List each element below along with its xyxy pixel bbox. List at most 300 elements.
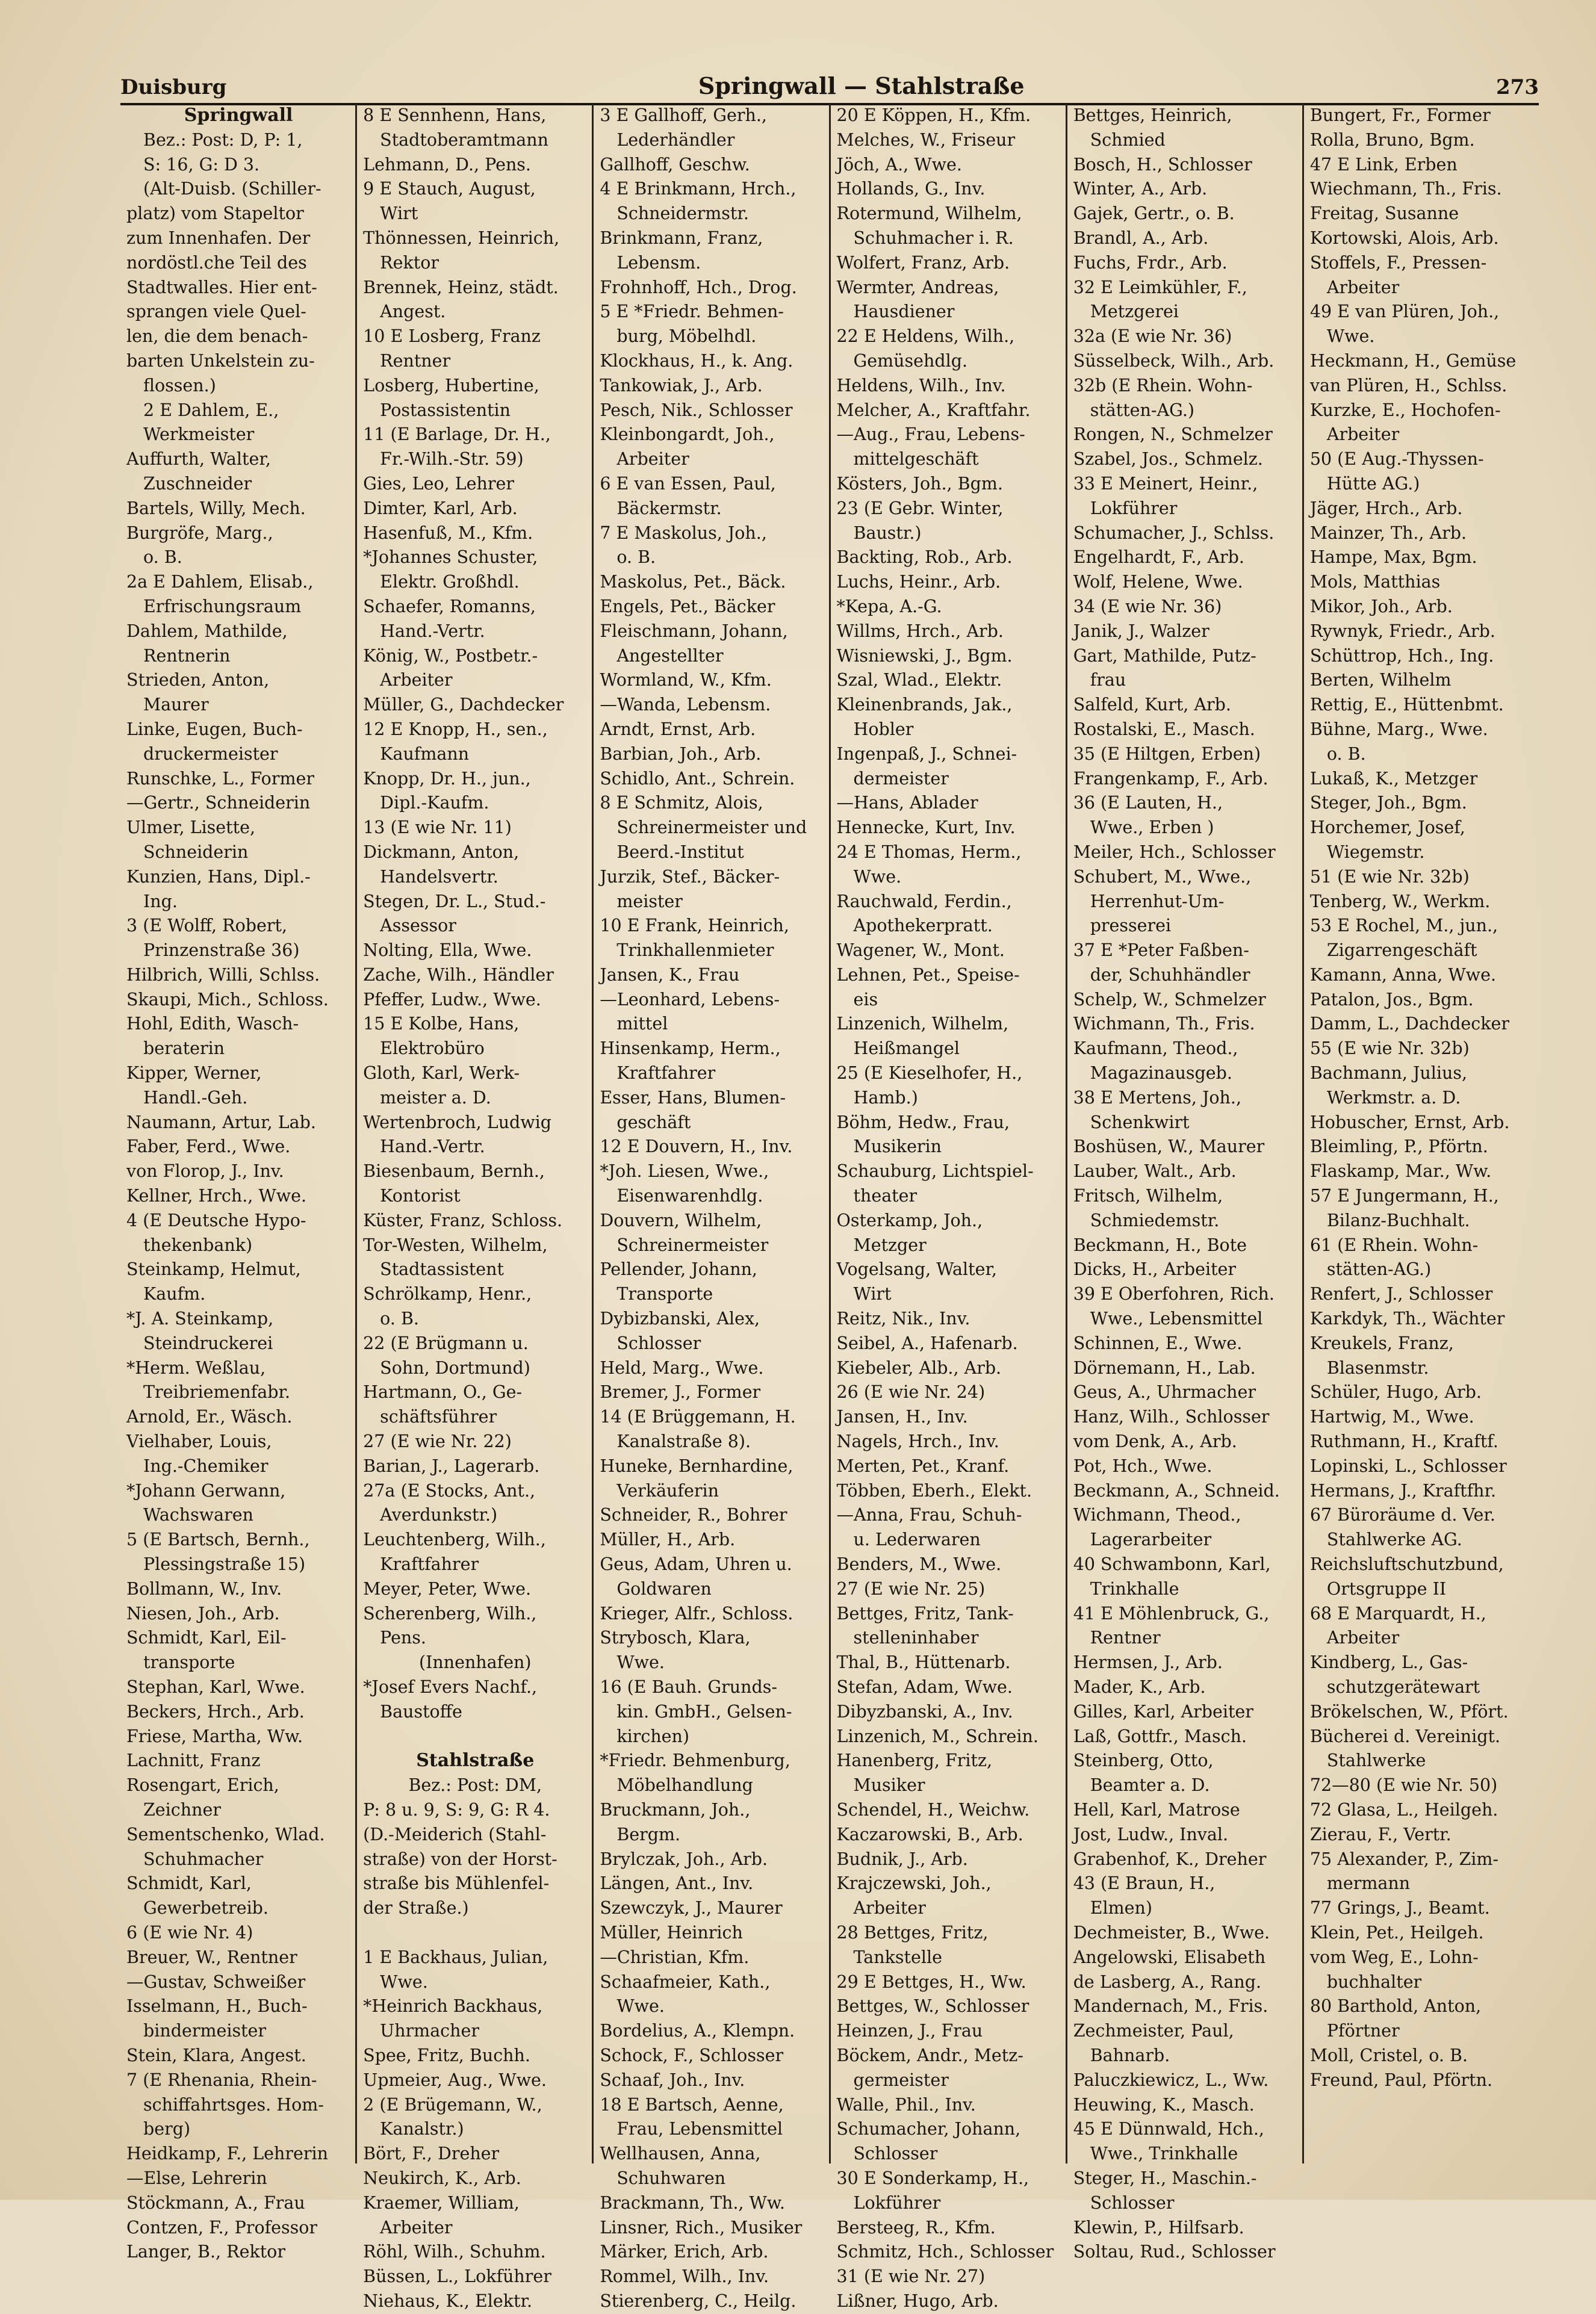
directory-entry-line: Klein, Pet., Heilgeh. bbox=[1309, 1922, 1484, 1943]
directory-entry-line: Berten, Wilhelm bbox=[1309, 670, 1452, 690]
directory-entry-line: Angestellter bbox=[616, 645, 724, 666]
directory-entry-line: Gemüsehdlg. bbox=[853, 350, 968, 371]
directory-entry-line: Angest. bbox=[380, 302, 446, 322]
directory-entry-line: Hobler bbox=[853, 719, 914, 739]
directory-entry-line: Strybosch, Klara, bbox=[600, 1628, 751, 1648]
directory-entry-line: Angelowski, Elisabeth bbox=[1073, 1947, 1266, 1967]
directory-entry-line: Wagener, W., Mont. bbox=[836, 940, 1005, 961]
directory-entry-line: Wertenbroch, Ludwig bbox=[363, 1112, 552, 1132]
directory-entry-line: Postassistentin bbox=[380, 400, 511, 420]
directory-entry-line: 55 (E wie Nr. 32b) bbox=[1309, 1038, 1470, 1059]
directory-entry-line: 27a (E Stocks, Ant., bbox=[363, 1480, 536, 1501]
directory-entry-line: Rongen, N., Schmelzer bbox=[1073, 424, 1273, 445]
directory-entry-line: Schaaf, Joh., Inv. bbox=[600, 2070, 745, 2090]
directory-entry-line: Kamann, Anna, Wwe. bbox=[1309, 964, 1497, 985]
directory-entry-line: Dicks, H., Arbeiter bbox=[1073, 1259, 1237, 1280]
directory-entry-line: Niesen, Joh., Arb. bbox=[126, 1603, 280, 1624]
directory-entry-line: 33 E Meinert, Heinr., bbox=[1073, 473, 1258, 494]
directory-entry-line: beraterin bbox=[143, 1038, 225, 1059]
directory-entry-line: Prinzenstraße 36) bbox=[143, 940, 300, 961]
directory-entry-line: Skaupi, Mich., Schloss. bbox=[126, 989, 329, 1010]
directory-entry-line: 53 E Rochel, M., jun., bbox=[1309, 916, 1498, 936]
directory-entry-line: Bahnarb. bbox=[1090, 2045, 1170, 2065]
directory-entry-line: 34 (E wie Nr. 36) bbox=[1073, 596, 1222, 616]
directory-entry-line: Süsselbeck, Wilh., Arb. bbox=[1073, 350, 1275, 371]
directory-entry-line: Schneiderin bbox=[143, 842, 249, 862]
directory-entry-line: Janik, J., Walzer bbox=[1073, 621, 1209, 641]
directory-entry-line: Bergm. bbox=[616, 1824, 681, 1844]
directory-entry-line bbox=[363, 1921, 587, 1946]
directory-entry-line: Hartmann, O., Ge- bbox=[363, 1382, 523, 1403]
directory-entry-line: Vielhaber, Louis, bbox=[126, 1432, 272, 1452]
directory-entry-line: Linke, Eugen, Buch- bbox=[126, 719, 303, 739]
directory-entry-line: der, Schuhhändler bbox=[1090, 964, 1250, 985]
directory-entry-line: Tenberg, W., Werkm. bbox=[1309, 891, 1491, 911]
directory-entry-line: Heidkamp, F., Lehrerin bbox=[126, 2144, 328, 2164]
directory-entry-line: Niehaus, K., Elektr. bbox=[363, 2291, 533, 2311]
directory-entry-line: Geus, Adam, Uhren u. bbox=[600, 1554, 792, 1575]
directory-entry-line: Jansen, K., Frau bbox=[600, 964, 740, 985]
directory-entry-line: Knopp, Dr. H., jun., bbox=[363, 768, 531, 789]
directory-entry-line: eis bbox=[853, 989, 878, 1010]
directory-entry-line: Wirt bbox=[853, 1284, 892, 1304]
directory-entry-line: Sohn, Dortmund) bbox=[380, 1357, 530, 1378]
directory-entry-line: Kraftfahrer bbox=[380, 1554, 479, 1575]
directory-entry-line: o. B. bbox=[380, 1309, 419, 1329]
directory-entry-line: Thönnessen, Heinrich, bbox=[363, 228, 560, 248]
directory-entry-line: Werkmstr. a. D. bbox=[1326, 1087, 1461, 1108]
directory-entry-line: 77 Grings, J., Beamt. bbox=[1309, 1898, 1490, 1919]
directory-entry-line: Heckmann, H., Gemüse bbox=[1309, 350, 1517, 371]
directory-entry-line: Bettges, W., Schlosser bbox=[836, 1996, 1029, 2017]
directory-entry-line: 35 (E Hiltgen, Erben) bbox=[1073, 743, 1261, 764]
directory-entry-line: Kontorist bbox=[380, 1186, 461, 1206]
directory-entry-line: Lauber, Walt., Arb. bbox=[1073, 1161, 1237, 1182]
directory-entry-line: 11 (E Barlage, Dr. H., bbox=[363, 424, 551, 445]
directory-entry-line: Zechmeister, Paul, bbox=[1073, 2021, 1234, 2041]
directory-entry-line: 10 E Frank, Heinrich, bbox=[600, 916, 789, 936]
directory-entry-line: Brandl, A., Arb. bbox=[1073, 228, 1209, 248]
directory-entry-line: Bosch, H., Schlosser bbox=[1073, 154, 1252, 175]
directory-entry-line: *Johann Gerwann, bbox=[126, 1480, 286, 1501]
directory-entry-line: bindermeister bbox=[143, 2021, 267, 2041]
directory-entry-line: 50 (E Aug.-Thyssen- bbox=[1309, 449, 1484, 470]
page-header bbox=[120, 63, 1539, 105]
directory-entry-line: Zigarrengeschäft bbox=[1326, 940, 1477, 961]
directory-entry-line: Schubert, M., Wwe., bbox=[1073, 866, 1252, 887]
directory-entry-line: Arbeiter bbox=[1326, 1628, 1400, 1648]
directory-entry-line: Wwe., Lebensmittel bbox=[1090, 1309, 1263, 1329]
directory-entry-line: Stephan, Karl, Wwe. bbox=[126, 1677, 305, 1697]
directory-entry-line: Müller, Heinrich bbox=[600, 1922, 743, 1943]
directory-entry-line: platz) vom Stapeltor bbox=[126, 203, 304, 224]
directory-entry-line: 36 (E Lauten, H., bbox=[1073, 793, 1223, 813]
directory-entry-line: Hampe, Max, Bgm. bbox=[1309, 547, 1477, 568]
directory-entry-line: Elektr. Großhdl. bbox=[380, 572, 520, 592]
directory-entry-line: 75 Alexander, P., Zim- bbox=[1309, 1849, 1499, 1869]
page-number: 273 bbox=[1496, 75, 1539, 99]
directory-entry-line: Schrölkamp, Henr., bbox=[363, 1284, 532, 1304]
directory-entry-line: Zierau, F., Vertr. bbox=[1309, 1824, 1452, 1844]
directory-entry-line: Rosengart, Erich, bbox=[126, 1775, 279, 1796]
directory-entry-line: Kleinbongardt, Joh., bbox=[600, 424, 775, 445]
directory-entry-line: Schlosser bbox=[616, 1333, 701, 1353]
directory-entry-line: Mandernach, M., Fris. bbox=[1073, 1996, 1268, 2017]
directory-entry-line: Grabenhof, K., Dreher bbox=[1073, 1849, 1267, 1869]
directory-entry-line: 28 Bettges, Fritz, bbox=[836, 1922, 989, 1943]
directory-entry-line: 5 (E Bartsch, Bernh., bbox=[126, 1530, 310, 1550]
directory-entry-line: *Herm. Weßlau, bbox=[126, 1357, 266, 1378]
directory-entry-line: Gallhoff, Geschw. bbox=[600, 154, 750, 175]
directory-entry-line: Heldens, Wilh., Inv. bbox=[836, 375, 1006, 395]
directory-entry-line: Ulmer, Lisette, bbox=[126, 817, 256, 838]
directory-entry-line: 22 E Heldens, Wilh., bbox=[836, 326, 1015, 347]
directory-entry-line: Gart, Mathilde, Putz- bbox=[1073, 645, 1256, 666]
directory-entry-line: Vogelsang, Walter, bbox=[836, 1259, 997, 1280]
directory-entry-line: 12 E Knopp, H., sen., bbox=[363, 719, 548, 739]
directory-entry-line: Handl.-Geh. bbox=[143, 1087, 248, 1108]
directory-entry-line: Ruthmann, H., Kraftf. bbox=[1309, 1432, 1498, 1452]
directory-entry-line: 12 E Douvern, H., Inv. bbox=[600, 1137, 793, 1157]
directory-entry-line: Karkdyk, Th., Wächter bbox=[1309, 1309, 1505, 1329]
directory-entry-line: Arbeiter bbox=[1326, 424, 1400, 445]
directory-entry-line: 32b (E Rhein. Wohn- bbox=[1073, 375, 1253, 395]
directory-entry-line: 10 E Losberg, Franz bbox=[363, 326, 541, 347]
directory-entry-line: 31 (E wie Nr. 27) bbox=[836, 2266, 986, 2287]
directory-entry-line: Gewerbetreib. bbox=[143, 1898, 269, 1919]
directory-entry-line: mermann bbox=[1326, 1873, 1411, 1894]
directory-entry-line: sprangen viele Quel- bbox=[126, 302, 306, 322]
directory-entry-line: Paluczkiewicz, L., Ww. bbox=[1073, 2070, 1269, 2090]
directory-column-4 bbox=[831, 104, 1067, 2311]
directory-entry-line: Nagels, Hrch., Inv. bbox=[836, 1432, 999, 1452]
directory-entry-line: Kraemer, William, bbox=[363, 2192, 520, 2213]
directory-entry-line: Mols, Matthias bbox=[1309, 572, 1441, 592]
directory-entry-line: frau bbox=[1090, 670, 1126, 690]
directory-entry-line: Pesch, Nik., Schlosser bbox=[600, 400, 793, 420]
directory-entry-line: Mainzer, Th., Arb. bbox=[1309, 523, 1467, 543]
directory-entry-line: 30 E Sonderkamp, H., bbox=[836, 2168, 1029, 2188]
directory-entry-line: Müller, H., Arb. bbox=[600, 1530, 736, 1550]
directory-entry-line: Steger, H., Maschin.- bbox=[1073, 2168, 1257, 2188]
directory-entry-line: —Gustav, Schweißer bbox=[126, 1971, 306, 1992]
directory-entry-line: Contzen, F., Professor bbox=[126, 2217, 318, 2238]
directory-entry-line: vom Denk, A., Arb. bbox=[1073, 1432, 1237, 1452]
directory-entry-line: Breuer, W., Rentner bbox=[126, 1947, 297, 1967]
directory-entry-line: Geus, A., Uhrmacher bbox=[1073, 1382, 1256, 1403]
directory-entry-line: Willms, Hrch., Arb. bbox=[836, 621, 1004, 641]
directory-entry-line: Arbeiter bbox=[380, 670, 453, 690]
directory-entry-line: Hausdiener bbox=[853, 302, 955, 322]
directory-entry-line: Rektor bbox=[380, 252, 439, 273]
directory-entry-line: Schelp, W., Schmelzer bbox=[1073, 989, 1266, 1010]
directory-entry-line: Brökelschen, W., Pfört. bbox=[1309, 1701, 1509, 1722]
directory-entry-line: Engels, Pet., Bäcker bbox=[600, 596, 775, 616]
directory-entry-line: S: 16, G: D 3. bbox=[143, 154, 260, 175]
directory-entry-line: Bühne, Marg., Wwe. bbox=[1309, 719, 1488, 739]
directory-entry-line: Werkmeister bbox=[143, 424, 255, 445]
directory-entry-line: Baustoffe bbox=[380, 1701, 462, 1722]
directory-entry-line: Märker, Erich, Arb. bbox=[600, 2242, 769, 2262]
directory-entry-line: P: 8 u. 9, S: 9, G: R 4. bbox=[363, 1799, 550, 1820]
directory-entry-line: 32a (E wie Nr. 36) bbox=[1073, 326, 1232, 347]
directory-entry-line: Hanz, Wilh., Schlosser bbox=[1073, 1407, 1270, 1427]
directory-entry-line: Langer, B., Rektor bbox=[126, 2242, 285, 2262]
directory-entry-line: Schumacher, J., Schlss. bbox=[1073, 523, 1275, 543]
directory-entry-line: Elektrobüro bbox=[380, 1038, 485, 1059]
directory-entry-line: Hamb.) bbox=[853, 1087, 918, 1108]
directory-entry-line: 67 Büroräume d. Ver. bbox=[1309, 1505, 1495, 1525]
directory-entry-line: Schock, F., Schlosser bbox=[600, 2045, 784, 2065]
directory-entry-line: Nolting, Ella, Wwe. bbox=[363, 940, 532, 961]
directory-entry-line: Schreinermeister bbox=[616, 1235, 769, 1255]
directory-entry-line: Möbelhandlung bbox=[616, 1775, 753, 1796]
directory-entry-line: Held, Marg., Wwe. bbox=[600, 1357, 764, 1378]
directory-entry-line: 8 E Schmitz, Alois, bbox=[600, 793, 763, 813]
directory-entry-line: Beerd.-Institut bbox=[616, 842, 744, 862]
directory-entry-line: —Anna, Frau, Schuh- bbox=[836, 1505, 1022, 1525]
directory-entry-line: 4 (E Deutsche Hypo- bbox=[126, 1210, 306, 1230]
directory-entry-line: Handelsvertr. bbox=[380, 866, 498, 887]
directory-entry-line: Jurzik, Stef., Bäcker- bbox=[600, 866, 780, 887]
directory-entry-line: Schuhmacher bbox=[143, 1849, 264, 1869]
directory-entry-line: Spee, Fritz, Buchh. bbox=[363, 2045, 530, 2065]
directory-column-1 bbox=[120, 104, 357, 2262]
directory-entry-line: Schaefer, Romanns, bbox=[363, 596, 536, 616]
directory-entry-line: Zache, Wilh., Händler bbox=[363, 964, 554, 985]
directory-entry-line: Stegen, Dr. L., Stud.- bbox=[363, 891, 546, 911]
directory-entry-line: Kraftfahrer bbox=[616, 1063, 716, 1084]
directory-entry-line: 2a E Dahlem, Elisab., bbox=[126, 572, 314, 592]
directory-entry-line: Schidlo, Ant., Schrein. bbox=[600, 768, 795, 789]
directory-entry-line: burg, Möbelhdl. bbox=[616, 326, 757, 347]
directory-entry-line: 45 E Dünnwald, Hch., bbox=[1073, 2119, 1264, 2139]
directory-entry-line: Krieger, Alfr., Schloss. bbox=[600, 1603, 793, 1624]
directory-entry-line: Seibel, A., Hafenarb. bbox=[836, 1333, 1018, 1353]
directory-entry-line: Klockhaus, H., k. Ang. bbox=[600, 350, 793, 371]
directory-entry-line: Wisniewski, J., Bgm. bbox=[836, 645, 1013, 666]
directory-entry-line: schäftsführer bbox=[380, 1407, 497, 1427]
directory-entry-line: Herrenhut-Um- bbox=[1090, 891, 1225, 911]
directory-entry-line: Lopinski, L., Schlosser bbox=[1309, 1456, 1507, 1476]
directory-entry-line: Wachswaren bbox=[143, 1505, 253, 1525]
directory-column-5 bbox=[1067, 104, 1304, 2262]
directory-entry-line: germeister bbox=[853, 2070, 949, 2090]
directory-entry-line: Pens. bbox=[380, 1628, 426, 1648]
directory-entry-line: flossen.) bbox=[143, 375, 216, 395]
directory-entry-line: Hanenberg, Fritz, bbox=[836, 1751, 993, 1771]
directory-entry-line: Metzger bbox=[853, 1235, 927, 1255]
directory-entry-line: Freund, Paul, Pförtn. bbox=[1309, 2070, 1493, 2090]
directory-entry-line: Kindberg, L., Gas- bbox=[1309, 1652, 1468, 1673]
directory-entry-line: Schenkwirt bbox=[1090, 1112, 1190, 1132]
directory-entry-line: von Florop, J., Inv. bbox=[126, 1161, 284, 1182]
directory-entry-line: Bungert, Fr., Former bbox=[1309, 105, 1491, 125]
directory-entry-line: Küster, Franz, Schloss. bbox=[363, 1210, 563, 1230]
directory-entry-line: Reitz, Nik., Inv. bbox=[836, 1309, 970, 1329]
directory-entry-line: Dimter, Karl, Arb. bbox=[363, 498, 518, 518]
directory-entry-line: Freitag, Susanne bbox=[1309, 203, 1459, 224]
directory-entry-line: Benders, M., Wwe. bbox=[836, 1554, 1002, 1575]
directory-entry-line: (Innenhafen) bbox=[418, 1652, 532, 1673]
directory-entry-line: Wiegemstr. bbox=[1326, 842, 1425, 862]
directory-entry-line: Beckers, Hrch., Arb. bbox=[126, 1701, 305, 1722]
directory-entry-line: Rotermund, Wilhelm, bbox=[836, 203, 1022, 224]
directory-entry-line: *Josef Evers Nachf., bbox=[363, 1677, 538, 1697]
directory-entry-line: Upmeier, Aug., Wwe. bbox=[363, 2070, 547, 2090]
directory-entry-line: 39 E Oberfohren, Rich. bbox=[1073, 1284, 1275, 1304]
directory-entry-line: 8 E Sennhenn, Hans, bbox=[363, 105, 547, 125]
directory-entry-line: Walle, Phil., Inv. bbox=[836, 2094, 976, 2115]
directory-entry-line: 13 (E wie Nr. 11) bbox=[363, 817, 512, 838]
directory-entry-line: Musiker bbox=[853, 1775, 925, 1796]
directory-entry-line: *J. A. Steinkamp, bbox=[126, 1309, 274, 1329]
directory-entry-line: 47 E Link, Erben bbox=[1309, 154, 1458, 175]
directory-entry-line: Linzenich, Wilhelm, bbox=[836, 1014, 1009, 1034]
directory-entry-line: Uhrmacher bbox=[380, 2021, 479, 2041]
header-streets: Springwall — Stahlstraße bbox=[698, 72, 1025, 99]
directory-entry-line: Ing. bbox=[143, 891, 178, 911]
directory-entry-line: Losberg, Hubertine, bbox=[363, 375, 539, 395]
directory-entry-line: Verkäuferin bbox=[616, 1480, 719, 1501]
directory-entry-line: Jäger, Hrch., Arb. bbox=[1309, 498, 1463, 518]
directory-entry-line: Stöckmann, A., Frau bbox=[126, 2192, 305, 2213]
directory-entry-line: Wwe. bbox=[616, 1996, 665, 2017]
directory-entry-line: Stahlwerke AG. bbox=[1326, 1530, 1462, 1550]
directory-entry-line: 40 Schwambonn, Karl, bbox=[1073, 1554, 1271, 1575]
directory-entry-line: Bartels, Willy, Mech. bbox=[126, 498, 306, 518]
directory-entry-line: Arndt, Ernst, Arb. bbox=[600, 719, 756, 739]
directory-entry-line: Schüttrop, Hch., Ing. bbox=[1309, 645, 1494, 666]
directory-entry-line: 49 E van Plüren, Joh., bbox=[1309, 302, 1500, 322]
directory-entry-line: Laß, Gottfr., Masch. bbox=[1073, 1726, 1247, 1746]
directory-entry-line: Kunzien, Hans, Dipl.- bbox=[126, 866, 311, 887]
directory-entry-line: Friese, Martha, Ww. bbox=[126, 1726, 303, 1746]
directory-entry-line: Stein, Klara, Angest. bbox=[126, 2045, 306, 2065]
directory-entry-line: 4 E Brinkmann, Hrch., bbox=[600, 179, 796, 199]
directory-entry-line: Goldwaren bbox=[616, 1578, 712, 1599]
directory-entry-line: Wwe. bbox=[380, 1971, 428, 1992]
directory-entry-line: Wermter, Andreas, bbox=[836, 277, 999, 297]
directory-entry-line: 37 E *Peter Faßben- bbox=[1073, 940, 1249, 961]
header-city: Duisburg bbox=[120, 75, 227, 99]
directory-entry-line: Strieden, Anton, bbox=[126, 670, 270, 690]
directory-entry-line: o. B. bbox=[143, 547, 182, 568]
directory-entry-line: —Wanda, Lebensm. bbox=[600, 695, 771, 715]
directory-entry-line: *Joh. Liesen, Wwe., bbox=[600, 1161, 769, 1182]
directory-entry-line: Metzgerei bbox=[1090, 302, 1179, 322]
directory-entry-line: Dickmann, Anton, bbox=[363, 842, 520, 862]
directory-entry-line: Schmidt, Karl, Eil- bbox=[126, 1628, 287, 1648]
directory-entry-line: Steindruckerei bbox=[143, 1333, 273, 1353]
directory-entry-line: Szal, Wlad., Elektr. bbox=[836, 670, 1002, 690]
street-heading: Springwall bbox=[184, 105, 293, 126]
directory-entry-line: Rettig, E., Hüttenbmt. bbox=[1309, 695, 1504, 715]
directory-entry-line: Bollmann, W., Inv. bbox=[126, 1578, 282, 1599]
directory-entry-line: Krajczewski, Joh., bbox=[836, 1873, 992, 1894]
directory-entry-line: Stadtassistent bbox=[380, 1259, 504, 1280]
directory-entry-line: 23 (E Gebr. Winter, bbox=[836, 498, 1004, 518]
directory-entry-line: Heinzen, J., Frau bbox=[836, 2021, 983, 2041]
directory-entry-line: Dybizbanski, Alex, bbox=[600, 1309, 760, 1329]
directory-entry-line: Ing.-Chemiker bbox=[143, 1456, 269, 1476]
directory-entry-line: Brennek, Heinz, städt. bbox=[363, 277, 559, 297]
directory-entry-line: Engelhardt, F., Arb. bbox=[1073, 547, 1244, 568]
directory-entry-line: Hartwig, M., Wwe. bbox=[1309, 1407, 1474, 1427]
directory-entry-line: meister a. D. bbox=[380, 1087, 491, 1108]
directory-entry-line: 22 (E Brügmann u. bbox=[363, 1333, 529, 1353]
directory-entry-line: Hermans, J., Kraftfhr. bbox=[1309, 1480, 1497, 1501]
directory-entry-line: dermeister bbox=[853, 768, 949, 789]
directory-entry-line: Sementschenko, Wlad. bbox=[126, 1824, 325, 1844]
directory-entry-line: Wormland, W., Kfm. bbox=[600, 670, 772, 690]
directory-entry-line: geschäft bbox=[616, 1112, 691, 1132]
directory-entry-line: Bettges, Heinrich, bbox=[1073, 105, 1232, 125]
directory-entry-line: 38 E Mertens, Joh., bbox=[1073, 1087, 1242, 1108]
directory-entry-line: Kanalstraße 8). bbox=[616, 1432, 751, 1452]
directory-entry-line: Hand.-Vertr. bbox=[380, 1137, 485, 1157]
directory-entry-line: Bachmann, Julius, bbox=[1309, 1063, 1468, 1084]
directory-entry-line: Lagerarbeiter bbox=[1090, 1530, 1212, 1550]
directory-entry-line: Jost, Ludw., Inval. bbox=[1073, 1824, 1229, 1844]
directory-entry-line: Hobuscher, Ernst, Arb. bbox=[1309, 1112, 1510, 1132]
directory-entry-line: Schendel, H., Weichw. bbox=[836, 1799, 1030, 1820]
directory-entry-line: presserei bbox=[1090, 916, 1172, 936]
directory-entry-line: Tankowiak, J., Arb. bbox=[600, 375, 763, 395]
directory-entry-line: kirchen) bbox=[616, 1726, 690, 1746]
directory-entry-line: Bez.: Post: D, P: 1, bbox=[143, 129, 303, 150]
directory-entry-line: Beamter a. D. bbox=[1090, 1775, 1210, 1796]
directory-entry-line: Bordelius, A., Klempn. bbox=[600, 2021, 795, 2041]
directory-entry-line: Wwe., Trinkhalle bbox=[1090, 2144, 1238, 2164]
directory-entry-line: Fr.-Wilh.-Str. 59) bbox=[380, 449, 524, 470]
directory-entry-line: Kleinenbrands, Jak., bbox=[836, 695, 1013, 715]
directory-entry-line: Dahlem, Mathilde, bbox=[126, 621, 288, 641]
directory-entry-line: Melches, W., Friseur bbox=[836, 129, 1016, 150]
directory-entry-line: 6 E van Essen, Paul, bbox=[600, 473, 776, 494]
directory-entry-line: Bört, F., Dreher bbox=[363, 2144, 500, 2164]
directory-entry-line: transporte bbox=[143, 1652, 235, 1673]
directory-entry-line: 43 (E Braun, H., bbox=[1073, 1873, 1216, 1894]
directory-entry-line: Bleimling, P., Pförtn. bbox=[1309, 1137, 1488, 1157]
directory-entry-line: Wwe. bbox=[1326, 326, 1375, 347]
directory-entry-line: Burgröfe, Marg., bbox=[126, 523, 273, 543]
directory-entry-line: Schneider, R., Bohrer bbox=[600, 1505, 787, 1525]
directory-entry-line: Kaufmann, Theod., bbox=[1073, 1038, 1238, 1059]
directory-entry-line: Schreinermeister und bbox=[616, 817, 807, 838]
directory-entry-line: 61 (E Rhein. Wohn- bbox=[1309, 1235, 1479, 1255]
directory-entry-line: berg) bbox=[143, 2119, 191, 2139]
directory-entry-line: Backting, Rob., Arb. bbox=[836, 547, 1013, 568]
directory-entry-line: Linsner, Rich., Musiker bbox=[600, 2217, 803, 2238]
directory-entry-line: Schaafmeier, Kath., bbox=[600, 1971, 771, 1992]
directory-entry-line: Fritsch, Wilhelm, bbox=[1073, 1186, 1223, 1206]
directory-entry-line: Steger, Joh., Bgm. bbox=[1309, 793, 1467, 813]
directory-entry-line: Baustr.) bbox=[853, 523, 922, 543]
directory-column-6 bbox=[1304, 104, 1539, 2164]
directory-entry-line: Maurer bbox=[143, 695, 209, 715]
directory-entry-line: Arnold, Er., Wäsch. bbox=[126, 1407, 293, 1427]
directory-entry-line: van Plüren, H., Schlss. bbox=[1309, 375, 1508, 395]
directory-entry-line: Zeichner bbox=[143, 1799, 221, 1820]
directory-entry-line: Bruckmann, Joh., bbox=[600, 1799, 751, 1820]
directory-entry-line: Arbeiter bbox=[616, 449, 689, 470]
directory-entry-line: Auffurth, Walter, bbox=[126, 449, 271, 470]
directory-entry-line: Rolla, Bruno, Bgm. bbox=[1309, 129, 1475, 150]
directory-entry-line: Kaufm. bbox=[143, 1284, 206, 1304]
directory-entry-line: Lokführer bbox=[853, 2192, 941, 2213]
directory-entry-line: Barbian, Joh., Arb. bbox=[600, 743, 762, 764]
